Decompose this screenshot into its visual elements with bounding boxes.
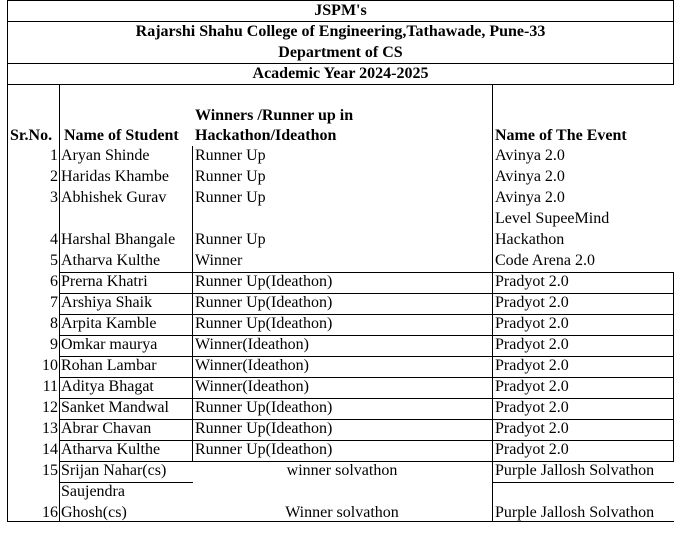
rule-header-1 (7, 21, 674, 22)
border-top (7, 0, 674, 1)
header-student-name: Name of Student (64, 127, 179, 144)
row-rule-event-split (492, 482, 674, 483)
column-divider-name (192, 146, 193, 461)
row-result: Runner Up (195, 189, 266, 206)
org-title: JSPM's (314, 2, 367, 19)
row-sr-no: 6 (50, 273, 58, 290)
row-result: Runner Up(Ideathon) (195, 294, 333, 311)
row-result: Runner Up(Ideathon) (195, 315, 333, 332)
header-result-line1: Winners /Runner up in (195, 107, 354, 124)
row-result: Runner Up(Ideathon) (195, 441, 333, 458)
row-event: Pradyot 2.0 (495, 399, 569, 416)
row-result: Runner Up (195, 147, 266, 164)
border-right-header (673, 0, 674, 85)
row-sr-no: 1 (50, 147, 58, 164)
row-sr-no: 16 (42, 504, 58, 521)
row-result: Runner Up(Ideathon) (195, 420, 333, 437)
row-result: Runner Up(Ideathon) (195, 399, 333, 416)
row-sr-no: 15 (42, 462, 58, 479)
row-rule-name-split (59, 482, 193, 483)
row-event: Pradyot 2.0 (495, 378, 569, 395)
row-sr-no: 10 (42, 357, 58, 374)
row-result: Winner (195, 252, 243, 269)
row-result: Runner Up (195, 168, 266, 185)
row-sr-no: 4 (50, 231, 58, 248)
row-rule-8 (59, 440, 674, 441)
row-sr-no: 13 (42, 420, 58, 437)
row-event-line1: Level SupeeMind (495, 210, 610, 227)
column-divider-event (492, 85, 493, 522)
row-student-name: Srijan Nahar(cs) (61, 462, 167, 479)
row-event: Pradyot 2.0 (495, 315, 569, 332)
row-event: Pradyot 2.0 (495, 420, 569, 437)
row-rule-3 (59, 335, 674, 336)
row-event: Pradyot 2.0 (495, 273, 569, 290)
rule-header-2 (7, 63, 674, 64)
department-title: Department of CS (278, 44, 403, 61)
header-sr-no: Sr.No. (10, 127, 53, 144)
row-student-name: Aditya Bhagat (61, 378, 154, 395)
row-student-name-line2: Ghosh(cs) (61, 504, 127, 521)
row-student-name: Prerna Khatri (61, 273, 148, 290)
row-student-name: Sanket Mandwal (61, 399, 169, 416)
row-event: Pradyot 2.0 (495, 336, 569, 353)
row-event: Avinya 2.0 (495, 189, 565, 206)
border-left (7, 0, 8, 522)
row-result: Runner Up(Ideathon) (195, 273, 333, 290)
row-rule-1 (59, 293, 674, 294)
row-student-name: Arshiya Shaik (61, 294, 153, 311)
row-result: Winner(Ideathon) (195, 336, 309, 353)
border-bottom (7, 521, 674, 522)
row-event: Pradyot 2.0 (495, 441, 569, 458)
row-rule-5 (59, 377, 674, 378)
row-student-name: Abhishek Gurav (61, 189, 167, 206)
row-student-name: Haridas Khambe (61, 168, 169, 185)
header-result-line2: Hackathon/Ideathon (195, 127, 337, 144)
row-sr-no: 14 (42, 441, 58, 458)
row-student-name-line1: Saujendra (61, 483, 125, 500)
row-rule-4 (59, 356, 674, 357)
row-student-name: Harshal Bhangale (61, 231, 176, 248)
rule-header-3 (7, 84, 674, 85)
row-student-name: Rohan Lambar (61, 357, 157, 374)
row-student-name: Atharva Kulthe (61, 441, 161, 458)
row-rule-7 (59, 419, 674, 420)
row-result: Winner(Ideathon) (195, 378, 309, 395)
row-event: Pradyot 2.0 (495, 357, 569, 374)
row-sr-no: 11 (42, 378, 58, 395)
row-student-name: Abrar Chavan (61, 420, 152, 437)
row-result: Runner Up (195, 231, 266, 248)
row-student-name: Aryan Shinde (61, 147, 150, 164)
row-rule-9 (59, 461, 674, 462)
row-result: Winner(Ideathon) (195, 357, 309, 374)
row-student-name: Atharva Kulthe (61, 252, 161, 269)
column-divider-right (673, 272, 674, 461)
row-sr-no: 8 (50, 315, 58, 332)
row-rule-6 (59, 398, 674, 399)
header-event-name: Name of The Event (495, 127, 627, 144)
row-result: Winner solvathon (285, 504, 399, 521)
row-event: Purple Jallosh Solvathon (495, 504, 655, 521)
row-event-line2: Hackathon (495, 231, 565, 248)
row-sr-no: 12 (42, 399, 58, 416)
row-event: Avinya 2.0 (495, 147, 565, 164)
row-sr-no: 9 (50, 336, 58, 353)
college-title: Rajarshi Shahu College of Engineering,Tathawade, Pune-33 (135, 23, 546, 40)
row-result: winner solvathon (286, 462, 398, 479)
row-rule-0 (59, 272, 674, 273)
row-event: Avinya 2.0 (495, 168, 565, 185)
row-sr-no: 5 (50, 252, 58, 269)
row-event: Purple Jallosh Solvathon (495, 462, 655, 479)
row-event: Pradyot 2.0 (495, 294, 569, 311)
column-divider-sr (59, 85, 60, 522)
academic-year: Academic Year 2024-2025 (252, 65, 429, 82)
row-rule-2 (59, 314, 674, 315)
row-sr-no: 3 (50, 189, 58, 206)
row-student-name: Arpita Kamble (61, 315, 157, 332)
row-student-name: Omkar maurya (61, 336, 158, 353)
row-sr-no: 7 (50, 294, 58, 311)
row-sr-no: 2 (50, 168, 58, 185)
row-event: Code Arena 2.0 (495, 252, 595, 269)
